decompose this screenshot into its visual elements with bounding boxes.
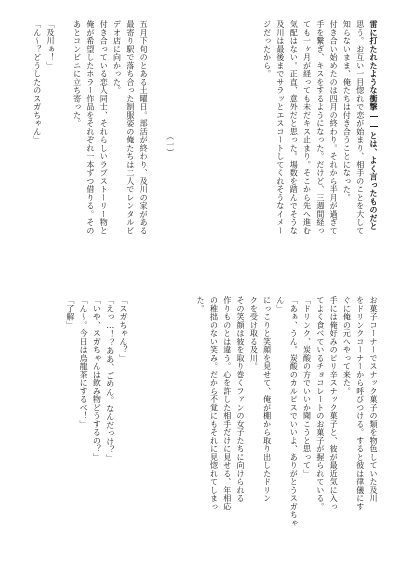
text-block-bottom-right (190, 296, 380, 546)
text-block-top-left (15, 20, 190, 268)
spacer (57, 20, 70, 268)
text-line: あとコンビニに立ち寄った。 (72, 20, 82, 128)
text-line: た。 (196, 296, 206, 313)
text-line: にっこりと笑顔を見せて、俺が棚から取り出したドリン (262, 296, 272, 503)
text-line: 及川は最後までサラッとエスコートしてくれそうなイメー (275, 20, 285, 235)
spacer (177, 20, 190, 268)
dialogue-line: 「ん〜？どうしたのスガちゃん」 (32, 20, 42, 144)
text-line: 思う。お互い一目惚れで恋が始まり、相手のことを大して (355, 20, 365, 235)
text-line: 最寄り駅で落ち合った制服姿の俺たちは二人でレンタルビ (125, 20, 135, 235)
text-line: クを受け取る及川。 (249, 296, 259, 371)
text-line: 雷に打たれたような衝撃――とは、よく言ったものだと (369, 20, 379, 231)
text-line: 五月下旬のとある土曜日。部活が終わり、及川の家がある (139, 20, 149, 235)
text-line: 付き合い始めたのは四月の終わり。それから半月が過ぎて (329, 20, 339, 235)
text-line: 手を繋ぎ、キスをするようになった。だけど、三週間経っ (315, 20, 325, 235)
text-line: 俺が希望したホラー作品をそれぞれ一本ずつ借りる。その (85, 20, 95, 235)
text-line: 手には俺好みのピリ辛スナック菓子と、彼が最近気に入っ (329, 296, 339, 511)
text-line: 知らないまま、俺たちは付き合うことになった。 (342, 20, 352, 202)
text-line: 作りものとは違う。心を許した相手だけに見せる、年相応 (222, 296, 232, 511)
dialogue-line: 「いや、スガちゃんは飲み物どうするの？」 (92, 296, 102, 461)
text-line: の稚拙のない笑み。だから不覚にもそれに見惚れてしまっ (209, 296, 219, 511)
dialogue-line: 「及川ぁ！」 (46, 20, 56, 70)
text-block-bottom-left (15, 296, 130, 546)
dialogue-line: 「ん〜。今日は烏龍茶にするべ！」 (79, 296, 89, 428)
text-line: ても一ヶ月が経っても未だキス止まり。そこから先へ進む (302, 20, 312, 235)
text-line: ジだったから。 (262, 20, 272, 78)
text-line: ぐに俺の元へやって来た。 (342, 296, 352, 395)
dialogue-line: 「ドリンク、炭酸の方でいいか聞こうと思って」 (302, 296, 312, 478)
text-block-top-right (202, 20, 380, 268)
dialogue-line: ん」 (275, 296, 285, 313)
spacer (150, 20, 163, 268)
dialogue-line: 「えっ…！？ああ、ごめん。なんだっけ？」 (105, 296, 115, 462)
text-line: てよく食べているチョコレートのお菓子が握られている。 (315, 296, 325, 511)
text-line: をドリンクコーナーから呼びつける。すると彼は律儀にす (355, 296, 365, 511)
text-line: 気配はない。正直、意外だと思った。場数を踏んでそうな (289, 20, 299, 235)
dialogue-line: 「スガちゃん？」 (119, 296, 128, 362)
dialogue-line: 「あぁ、うん。炭酸のカルピスでいいよ、ありがとうスガちゃ (289, 296, 299, 527)
text-line: その笑顔は彼を取り巻くファンの女子たちに向けられる (236, 296, 246, 503)
section-heading: （一） (165, 131, 175, 157)
text-line: お菓子コーナーでスナック菓子の類を物色していた及川 (369, 296, 378, 503)
dialogue-line: 「了解」 (65, 296, 75, 329)
text-line: 付き合っている恋人同士、それらしいラブストーリー物と (99, 20, 109, 235)
text-line: デオ店に向かった。 (112, 20, 122, 95)
